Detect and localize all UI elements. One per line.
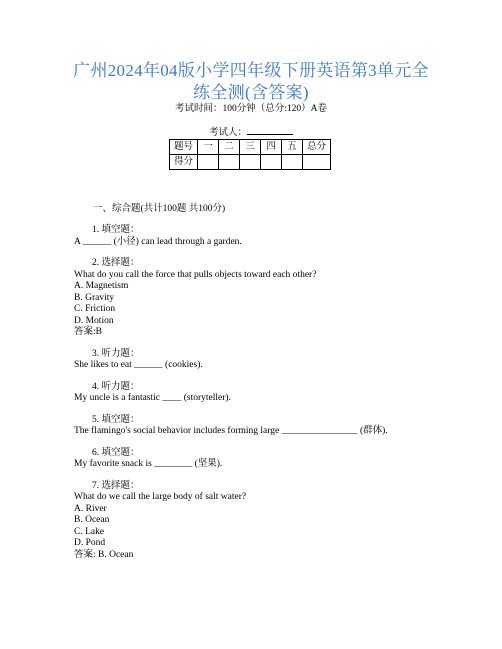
- exam-meta: 考试时间：100分钟（总分:120）A卷: [174, 104, 327, 114]
- question-item: [74, 448, 474, 471]
- score-cell: [282, 155, 303, 170]
- question-heading: 6. 填空题：: [92, 447, 140, 458]
- question-item: [74, 415, 474, 438]
- score-header-cell: 总分: [303, 140, 331, 155]
- score-cell: [198, 155, 219, 170]
- examiner-blank: [247, 125, 293, 135]
- question-item: [74, 258, 474, 339]
- examiner-label: 考试人：: [208, 128, 247, 138]
- question-line: The flamingo's social behavior includes forming large ________________ (群体).: [74, 426, 388, 436]
- option-line: D. Motion: [74, 315, 114, 326]
- document-title: [40, 60, 462, 104]
- question-item: [74, 349, 474, 372]
- question-line: What do you call the force that pulls objects toward each other?: [74, 269, 317, 280]
- option-line: A. Magnetism: [74, 281, 129, 291]
- option-line: B. Ocean: [74, 515, 110, 525]
- score-cell: [261, 155, 282, 170]
- question-heading: 5. 填空题：: [92, 414, 140, 425]
- score-header-cell: 四: [261, 140, 282, 155]
- question-heading: 7. 选择题：: [92, 480, 140, 491]
- score-table-header-row: [170, 140, 331, 155]
- section-title: 一、综合题(共计100题 共100分): [93, 204, 226, 214]
- question-item: [74, 382, 474, 405]
- title-line-2: 练全测(含答案): [193, 83, 309, 102]
- option-line: C. Lake: [74, 526, 105, 537]
- option-line: D. Pond: [74, 538, 106, 548]
- option-line: A. River: [74, 503, 107, 514]
- examiner-line: [0, 125, 502, 139]
- score-table: [169, 139, 331, 170]
- score-cell: [219, 155, 240, 170]
- score-cell: [240, 155, 261, 170]
- score-row-label: 得分: [170, 155, 198, 170]
- option-line: B. Gravity: [74, 292, 115, 303]
- question-heading: 4. 听力题：: [92, 381, 140, 392]
- question-line: My uncle is a fantastic ____ (storyteller).: [74, 393, 231, 403]
- question-line: What do we call the large body of salt water?: [74, 492, 247, 502]
- option-line: C. Friction: [74, 304, 116, 314]
- question-line: She likes to eat ______ (cookies).: [74, 360, 203, 370]
- score-header-cell: 题号: [170, 140, 198, 155]
- score-cell: [303, 155, 331, 170]
- score-header-cell: 二: [219, 140, 240, 155]
- answer-line: 答案: B. Ocean: [74, 549, 134, 560]
- question-heading: 2. 选择题：: [92, 258, 140, 268]
- question-line: A ______ (小径) can lead through a garden.: [74, 236, 242, 247]
- question-heading: 3. 听力题：: [92, 348, 140, 359]
- question-list: [74, 225, 474, 571]
- title-line-1: 广州2024年04版小学四年级下册英语第3单元全: [73, 61, 429, 80]
- question-line: My favorite snack is ________ (坚果).: [74, 459, 223, 469]
- question-item: [74, 225, 474, 248]
- score-header-cell: 一: [198, 140, 219, 155]
- question-heading: 1. 填空题：: [92, 225, 140, 235]
- score-header-cell: 三: [240, 140, 261, 155]
- answer-line: 答案:B: [74, 327, 102, 337]
- score-table-score-row: [170, 155, 331, 170]
- question-item: [74, 481, 474, 562]
- score-header-cell: 五: [282, 140, 303, 155]
